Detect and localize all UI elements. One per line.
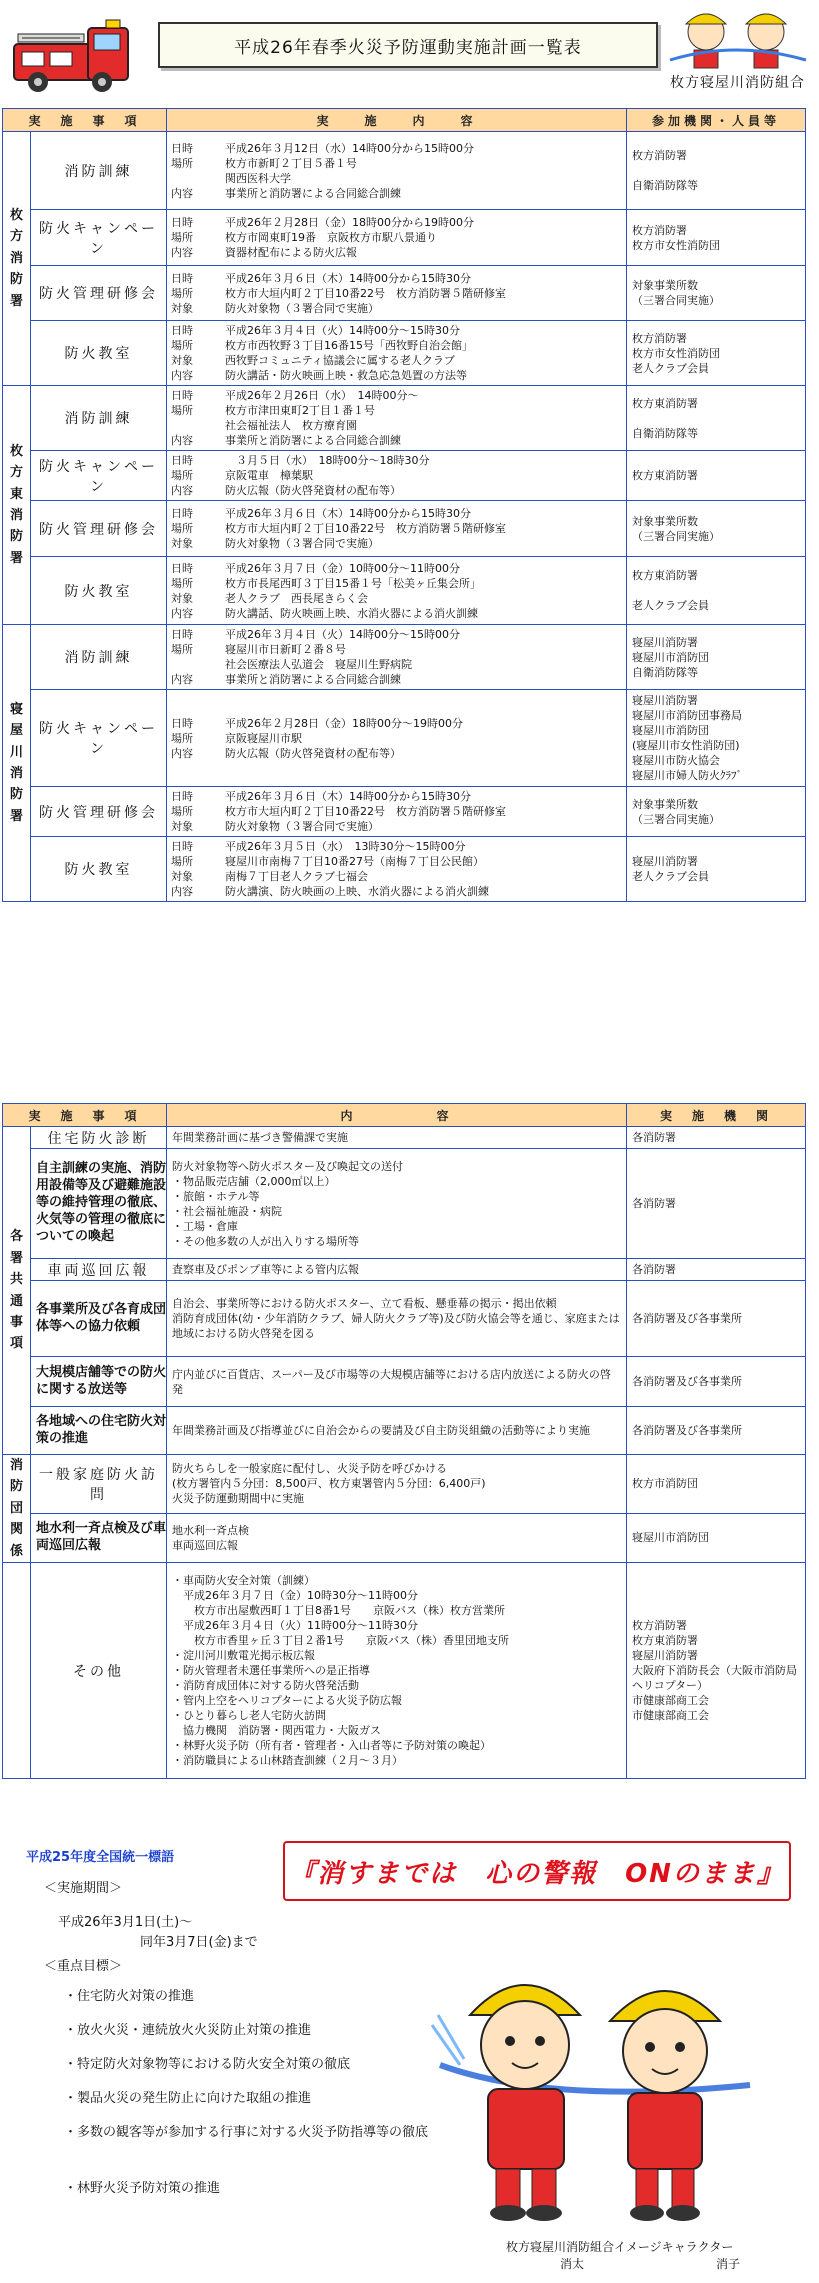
detail-value: 京阪電車 樟葉駅 <box>225 469 314 482</box>
goal-item <box>64 2019 464 2038</box>
fire-truck-icon <box>10 14 150 96</box>
detail-line <box>171 453 622 468</box>
group-label: 各 署 共 通 事 項 <box>3 1127 31 1455</box>
event-content: 防火ちらしを一般家庭に配付し、火災予防を呼びかける (枚方署管内５分団：8,500戸、枚方東署管内５分団：6,400戸) 火災予防運動期間中に実施 <box>167 1455 627 1514</box>
event-name: 防火管理研修会 <box>31 501 167 557</box>
detail-value: 平成26年３月４日（火）14時00分～15時00分 <box>225 628 460 641</box>
participants: 寝屋川消防署 老人クラブ会員 <box>627 837 806 902</box>
participants: 寝屋川消防署 寝屋川市消防団事務局 寝屋川市消防団 (寝屋川市女性消防団) 寝屋川市防火協会 寝屋川市婦人防火ｸﾗﾌﾞ <box>627 690 806 787</box>
detail-key: 内容 <box>171 606 194 620</box>
event-name: 防火キャンペーン <box>31 690 167 787</box>
goal-item <box>64 2087 464 2106</box>
group-label: 寝 屋 川 消 防 署 <box>3 625 31 902</box>
header-participants: 参加機関・人員等 <box>627 109 806 132</box>
event-content: 庁内並びに百貨店、スーパー及び市場等の大規模店舗等における店内放送による防火の啓発 <box>167 1357 627 1407</box>
table-row <box>3 1455 806 1514</box>
goal-item <box>64 2053 464 2072</box>
detail-key: 日時 <box>171 141 194 155</box>
organization-name: 枚方寝屋川消防組合 <box>670 75 805 91</box>
detail-value: 寝屋川市南梅７丁目10番27号（南梅７丁目公民館） <box>225 855 485 868</box>
event-name: 消防訓練 <box>31 132 167 210</box>
detail-value: 防火対象物（３署合同で実施） <box>225 301 380 315</box>
detail-key <box>171 171 225 186</box>
detail-line <box>171 627 622 642</box>
goal-item <box>64 2177 464 2196</box>
participants: 寝屋川消防署 寝屋川市消防団 自衛消防隊等 <box>627 625 806 690</box>
detail-key: 日時 <box>171 790 194 803</box>
event-name: 防火管理研修会 <box>31 266 167 321</box>
detail-key: 場所 <box>171 643 194 656</box>
event-name: その他 <box>31 1563 167 1779</box>
event-org: 各消防署 <box>627 1259 806 1281</box>
detail-line <box>171 869 622 884</box>
event-name: 地水利一斉点検及び車両巡回広報 <box>31 1513 167 1563</box>
detail-line <box>171 536 622 551</box>
table-row <box>3 1259 806 1281</box>
detail-line <box>171 884 622 899</box>
detail-line <box>171 468 622 483</box>
detail-value: 事業所と消防署による合同総合訓練 <box>225 434 402 447</box>
goal-bullet: ・ <box>64 2057 78 2072</box>
detail-line <box>171 716 622 731</box>
detail-line <box>171 338 622 353</box>
event-content: 年間業務計画及び指導並びに自治会からの要請及び自主防災組織の活動等により実施 <box>167 1407 627 1455</box>
page-title: 平成26年春季火災予防運動実施計画一覧表 <box>158 22 658 68</box>
participants: 対象事業所数 （三署合同実施） <box>627 266 806 321</box>
detail-key: 日時 <box>171 507 194 520</box>
event-org: 各消防署 <box>627 1127 806 1149</box>
detail-key: 内容 <box>171 673 194 686</box>
goal-bullet: ・ <box>64 1989 78 2004</box>
event-content: ・車両防火安全対策（訓練） 平成26年３月７日（金）10時30分～11時00分 枚方市出屋敷西町１丁目8番1号 京阪バス（株）枚方営業所 平成26年３月４日（火）11時00分～11時30分 枚方市香里ヶ丘３丁目２番1号 京阪バス（株）香里団地支所 ・淀川河川敷電光掲示板広報 ・防火管理者未選任事業所への是正指導 ・消防育成団体に対する防火啓発活動 ・管内上空をヘリコプターによる火災予防広報 ・ひとり暮らし老人宅防火訪問 協力機関 消防署・関西電力・大阪ガス ・林野火災予防（所有者・管理者・入山者等に予防対策の喚起） ・消防職員による山林踏査訓練（２月～３月） <box>167 1563 627 1779</box>
table-row <box>3 321 806 386</box>
mascot-name-1: 消太 <box>560 2257 585 2271</box>
detail-key: 日時 <box>171 216 194 229</box>
detail-key: 内容 <box>171 186 194 200</box>
detail-value: 枚方市西牧野３丁目16番15号「西牧野自治会館」 <box>225 339 474 352</box>
detail-value: 平成26年２月28日（金）18時00分～19時00分 <box>225 716 463 730</box>
table-row <box>3 266 806 321</box>
table-row <box>3 1513 806 1563</box>
detail-value: 枚方市大垣内町２丁目10番22号 枚方消防署５階研修室 <box>225 805 507 818</box>
detail-value: 枚方市岡東町19番 京阪枚方市駅八景通り <box>225 231 438 244</box>
detail-key: 日時 <box>171 454 194 467</box>
detail-line <box>171 483 622 498</box>
detail-value: ３月５日（水） 18時00分～18時30分 <box>225 454 430 467</box>
detail-line <box>171 215 622 230</box>
detail-value: 京阪寝屋川市駅 <box>225 731 303 745</box>
detail-value: 社会福祉法人 枚方療育園 <box>225 419 358 432</box>
table-row <box>3 451 806 501</box>
slogan: 『消すまでは 心の警報 ONのまま』 <box>283 1841 791 1901</box>
detail-line <box>171 576 622 591</box>
event-name: 車両巡回広報 <box>31 1259 167 1281</box>
event-name: 大規模店舗等での防火に関する放送等 <box>31 1357 167 1407</box>
detail-key: 日時 <box>171 389 194 402</box>
detail-key: 日時 <box>171 271 194 285</box>
detail-value: 枚方市新町２丁目５番１号 <box>225 156 358 170</box>
detail-key: 場所 <box>171 286 194 300</box>
detail-key <box>171 418 225 433</box>
detail-key: 場所 <box>171 469 194 482</box>
detail-line <box>171 156 622 171</box>
detail-value: 平成26年３月12日（水）14時00分から15時00分 <box>225 141 474 155</box>
event-org: 枚方消防署 枚方東消防署 寝屋川消防署 大阪府下消防長会（大阪市消防局ヘリコプター） 市健康部商工会 市健康部商工会 <box>627 1563 806 1779</box>
detail-line <box>171 245 622 260</box>
goal-bullet: ・ <box>64 2181 78 2196</box>
detail-line <box>171 804 622 819</box>
detail-value: 平成26年３月７日（金）10時00分～11時00分 <box>225 561 460 575</box>
detail-value: 平成26年３月５日（水） 13時30分～15時00分 <box>225 840 466 853</box>
group-label: 枚 方 東 消 防 署 <box>3 386 31 625</box>
detail-key: 内容 <box>171 484 194 497</box>
detail-key: 日時 <box>171 561 194 575</box>
detail-line <box>171 731 622 746</box>
detail-line <box>171 388 622 403</box>
header-event: 実 施 事 項 <box>3 109 167 132</box>
detail-value: 南梅７丁目老人クラブ七福会 <box>225 870 369 883</box>
event-content: 防火対象物等へ防火ポスター及び喚起文の送付 ・物品販売店舗（2,000㎡以上） ・旅館・ホテル等 ・社会福祉施設・病院 ・工場・倉庫 ・その他多数の人が出入りする場所等 <box>167 1149 627 1259</box>
detail-key: 対象 <box>171 870 194 883</box>
event-name: 消防訓練 <box>31 386 167 451</box>
event-details <box>167 625 627 690</box>
detail-line <box>171 271 622 286</box>
goal-bullet: ・ <box>64 2091 78 2106</box>
goal-bullet: ・ <box>64 2125 78 2140</box>
detail-key: 対象 <box>171 591 194 605</box>
detail-line <box>171 186 622 201</box>
event-details <box>167 321 627 386</box>
detail-key: 対象 <box>171 354 194 367</box>
detail-value: 防火講演、防火映画の上映、水消火器による消火訓練 <box>225 885 490 898</box>
detail-key: 場所 <box>171 156 194 170</box>
detail-line <box>171 746 622 761</box>
detail-value: 関西医科大学 <box>225 171 292 185</box>
participants: 枚方消防署 枚方市女性消防団 <box>627 210 806 266</box>
detail-key: 場所 <box>171 522 194 535</box>
detail-value: 平成26年２月26日（水） 14時00分～ <box>225 389 419 402</box>
detail-line <box>171 819 622 834</box>
detail-value: 防火講話・防火映画上映・救急応急処置の方法等 <box>225 369 468 382</box>
mascot-caption: 枚方寝屋川消防組合イメージキャラクター <box>506 2240 734 2254</box>
detail-value: 平成26年３月６日（木）14時00分から15時30分 <box>225 790 471 803</box>
detail-line <box>171 418 622 433</box>
detail-value: 枚方市津田東町2丁目１番１号 <box>225 404 376 417</box>
detail-value: 老人クラブ 西長尾きらく会 <box>225 591 369 605</box>
detail-value: 平成26年３月６日（木）14時00分から15時30分 <box>225 271 471 285</box>
goals-label: ＜重点目標＞ <box>44 1959 123 1974</box>
detail-value: 平成26年２月28日（金）18時00分から19時00分 <box>225 216 474 229</box>
detail-value: 西牧野コミュニティ協議会に属する老人クラブ <box>225 354 455 367</box>
detail-key: 場所 <box>171 404 194 417</box>
table-row <box>3 1149 806 1259</box>
group-label <box>3 1563 31 1779</box>
event-name: 防火教室 <box>31 837 167 902</box>
detail-line <box>171 561 622 576</box>
event-name: 防火管理研修会 <box>31 787 167 837</box>
detail-line <box>171 368 622 383</box>
participants: 枚方東消防署 自衛消防隊等 <box>627 386 806 451</box>
event-content: 年間業務計画に基づき警備課で実施 <box>167 1127 627 1149</box>
goal-bullet: ・ <box>64 2023 78 2038</box>
event-content: 自治会、事業所等における防火ポスター、立て看板、懸垂幕の掲示・掲出依頼 消防育成団体(幼・少年消防クラブ、婦人防火クラブ等)及び防火協会等を通じ、家庭または地域における防火啓発を図る <box>167 1281 627 1357</box>
participants: 枚方東消防署 老人クラブ会員 <box>627 557 806 625</box>
participants: 枚方消防署 枚方市女性消防団 老人クラブ会員 <box>627 321 806 386</box>
detail-value: 枚方市大垣内町２丁目10番22号 枚方消防署５階研修室 <box>225 522 507 535</box>
detail-value: 防火広報（防火啓発資材の配布等） <box>225 484 402 497</box>
detail-line <box>171 230 622 245</box>
detail-line <box>171 433 622 448</box>
detail-line <box>171 839 622 854</box>
mascot-name-2: 消子 <box>716 2257 741 2271</box>
table-row <box>3 625 806 690</box>
goal-text: 製品火災の発生防止に向けた取組の推進 <box>77 2091 312 2106</box>
detail-key: 内容 <box>171 369 194 382</box>
event-name: 各地域への住宅防火対策の推進 <box>31 1407 167 1455</box>
header-event: 実 施 事 項 <box>3 1104 167 1127</box>
event-details <box>167 451 627 501</box>
detail-key <box>171 657 225 672</box>
goal-text: 特定防火対象物等における防火安全対策の徹底 <box>77 2057 351 2072</box>
table-row <box>3 1357 806 1407</box>
detail-value: 枚方市長尾西町３丁目15番１号「松美ヶ丘集会所」 <box>225 576 482 590</box>
detail-value: 資器材配布による防火広報 <box>225 246 358 259</box>
goal-text: 林野火災予防対策の推進 <box>77 2181 221 2196</box>
event-details <box>167 787 627 837</box>
mascot-small-icon <box>666 0 812 70</box>
detail-key: 場所 <box>171 231 194 244</box>
detail-value: 防火対象物（３署合同で実施） <box>225 820 380 833</box>
group-label: 消 防 団 関 係 <box>3 1455 31 1563</box>
detail-line <box>171 141 622 156</box>
event-name: 防火キャンペーン <box>31 210 167 266</box>
header-content: 内 容 <box>167 1104 627 1127</box>
participants: 対象事業所数 （三署合同実施） <box>627 787 806 837</box>
participants: 対象事業所数 （三署合同実施） <box>627 501 806 557</box>
table-row <box>3 386 806 451</box>
table-row <box>3 501 806 557</box>
detail-value: 事業所と消防署による合同総合訓練 <box>225 673 402 686</box>
detail-key: 内容 <box>171 246 194 259</box>
detail-key: 場所 <box>171 576 194 590</box>
detail-value: 平成26年３月６日（木）14時00分から15時30分 <box>225 507 471 520</box>
detail-line <box>171 353 622 368</box>
detail-key: 内容 <box>171 434 194 447</box>
period-label: ＜実施期間＞ <box>44 1881 123 1896</box>
detail-line <box>171 606 622 621</box>
goal-text: 放火火災・連続放火火災防止対策の推進 <box>77 2023 312 2038</box>
goal-text: 住宅防火対策の推進 <box>77 1989 195 2004</box>
table-row <box>3 690 806 787</box>
event-content: 地水利一斉点検 車両巡回広報 <box>167 1513 627 1563</box>
event-org: 各消防署及び各事業所 <box>627 1407 806 1455</box>
event-name: 自主訓練の実施、消防用設備等及び避難施設等の維持管理の徹底、火気等の管理の徹底についての喚起 <box>31 1149 167 1259</box>
detail-line <box>171 657 622 672</box>
event-org: 各消防署及び各事業所 <box>627 1281 806 1357</box>
bottom-section <box>0 1835 819 2283</box>
detail-line <box>171 286 622 301</box>
slogan-label: 平成25年度全国統一標語 <box>26 1850 175 1865</box>
detail-key: 日時 <box>171 716 194 730</box>
header-org: 実 施 機 関 <box>627 1104 806 1127</box>
detail-key: 内容 <box>171 885 194 898</box>
detail-key: 場所 <box>171 731 194 745</box>
table-row <box>3 557 806 625</box>
detail-key: 日時 <box>171 840 194 853</box>
detail-value: 事業所と消防署による合同総合訓練 <box>225 186 402 200</box>
event-details <box>167 837 627 902</box>
event-name: 住宅防火診断 <box>31 1127 167 1149</box>
participants: 枚方消防署 自衛消防隊等 <box>627 132 806 210</box>
event-details <box>167 386 627 451</box>
event-name: 一般家庭防火訪問 <box>31 1455 167 1514</box>
detail-key: 対象 <box>171 820 194 833</box>
event-name: 消防訓練 <box>31 625 167 690</box>
detail-value: 枚方市大垣内町２丁目10番22号 枚方消防署５階研修室 <box>225 286 507 300</box>
event-details <box>167 210 627 266</box>
detail-key: 場所 <box>171 805 194 818</box>
event-details <box>167 132 627 210</box>
detail-line <box>171 171 622 186</box>
event-name: 各事業所及び各育成団体等への協力依頼 <box>31 1281 167 1357</box>
detail-line <box>171 854 622 869</box>
plan-table <box>2 108 806 902</box>
event-name: 防火教室 <box>31 321 167 386</box>
common-table <box>2 1103 806 1779</box>
event-details <box>167 501 627 557</box>
participants: 枚方東消防署 <box>627 451 806 501</box>
table-row <box>3 132 806 210</box>
detail-value: 防火広報（防火啓発資材の配布等） <box>225 746 402 760</box>
detail-line <box>171 642 622 657</box>
header-content: 実 施 内 容 <box>167 109 627 132</box>
table-row <box>3 1127 806 1149</box>
detail-key: 対象 <box>171 537 194 550</box>
detail-key: 日時 <box>171 324 194 337</box>
detail-line <box>171 323 622 338</box>
goal-item <box>64 2121 464 2140</box>
detail-key: 場所 <box>171 855 194 868</box>
detail-line <box>171 672 622 687</box>
detail-value: 平成26年３月４日（火）14時00分～15時30分 <box>225 324 460 337</box>
event-details <box>167 690 627 787</box>
period-from: 平成26年3月1日(土)～ <box>58 1915 193 1930</box>
detail-line <box>171 521 622 536</box>
event-details <box>167 266 627 321</box>
table-row <box>3 1407 806 1455</box>
event-org: 寝屋川市消防団 <box>627 1513 806 1563</box>
detail-value: 防火講話、防火映画上映、水消火器による消火訓練 <box>225 606 479 620</box>
group-label: 枚 方 消 防 署 <box>3 132 31 386</box>
detail-value: 防火対象物（３署合同で実施） <box>225 537 380 550</box>
event-content: 査察車及びポンプ車等による管内広報 <box>167 1259 627 1281</box>
detail-line <box>171 506 622 521</box>
event-org: 各消防署及び各事業所 <box>627 1357 806 1407</box>
detail-line <box>171 301 622 316</box>
table-row <box>3 1563 806 1779</box>
detail-value: 社会医療法人弘道会 寝屋川生野病院 <box>225 658 413 671</box>
mascot-characters-icon <box>430 1955 760 2230</box>
event-name: 防火キャンペーン <box>31 451 167 501</box>
table-row <box>3 787 806 837</box>
detail-key: 内容 <box>171 746 194 760</box>
event-details <box>167 557 627 625</box>
detail-line <box>171 591 622 606</box>
detail-value: 寝屋川市日新町２番８号 <box>225 643 347 656</box>
detail-line <box>171 403 622 418</box>
table-row <box>3 210 806 266</box>
event-org: 枚方市消防団 <box>627 1455 806 1514</box>
table-row <box>3 837 806 902</box>
event-name: 防火教室 <box>31 557 167 625</box>
header <box>0 0 819 100</box>
goal-text: 多数の観客等が参加する行事に対する火災予防指導等の徹底 <box>77 2125 429 2140</box>
detail-key: 場所 <box>171 339 194 352</box>
goal-item <box>64 1985 464 2004</box>
detail-line <box>171 789 622 804</box>
detail-key: 日時 <box>171 628 194 641</box>
detail-key: 対象 <box>171 301 194 315</box>
event-org: 各消防署 <box>627 1149 806 1259</box>
period-to: 同年3月7日(金)まで <box>140 1935 258 1950</box>
table-row <box>3 1281 806 1357</box>
